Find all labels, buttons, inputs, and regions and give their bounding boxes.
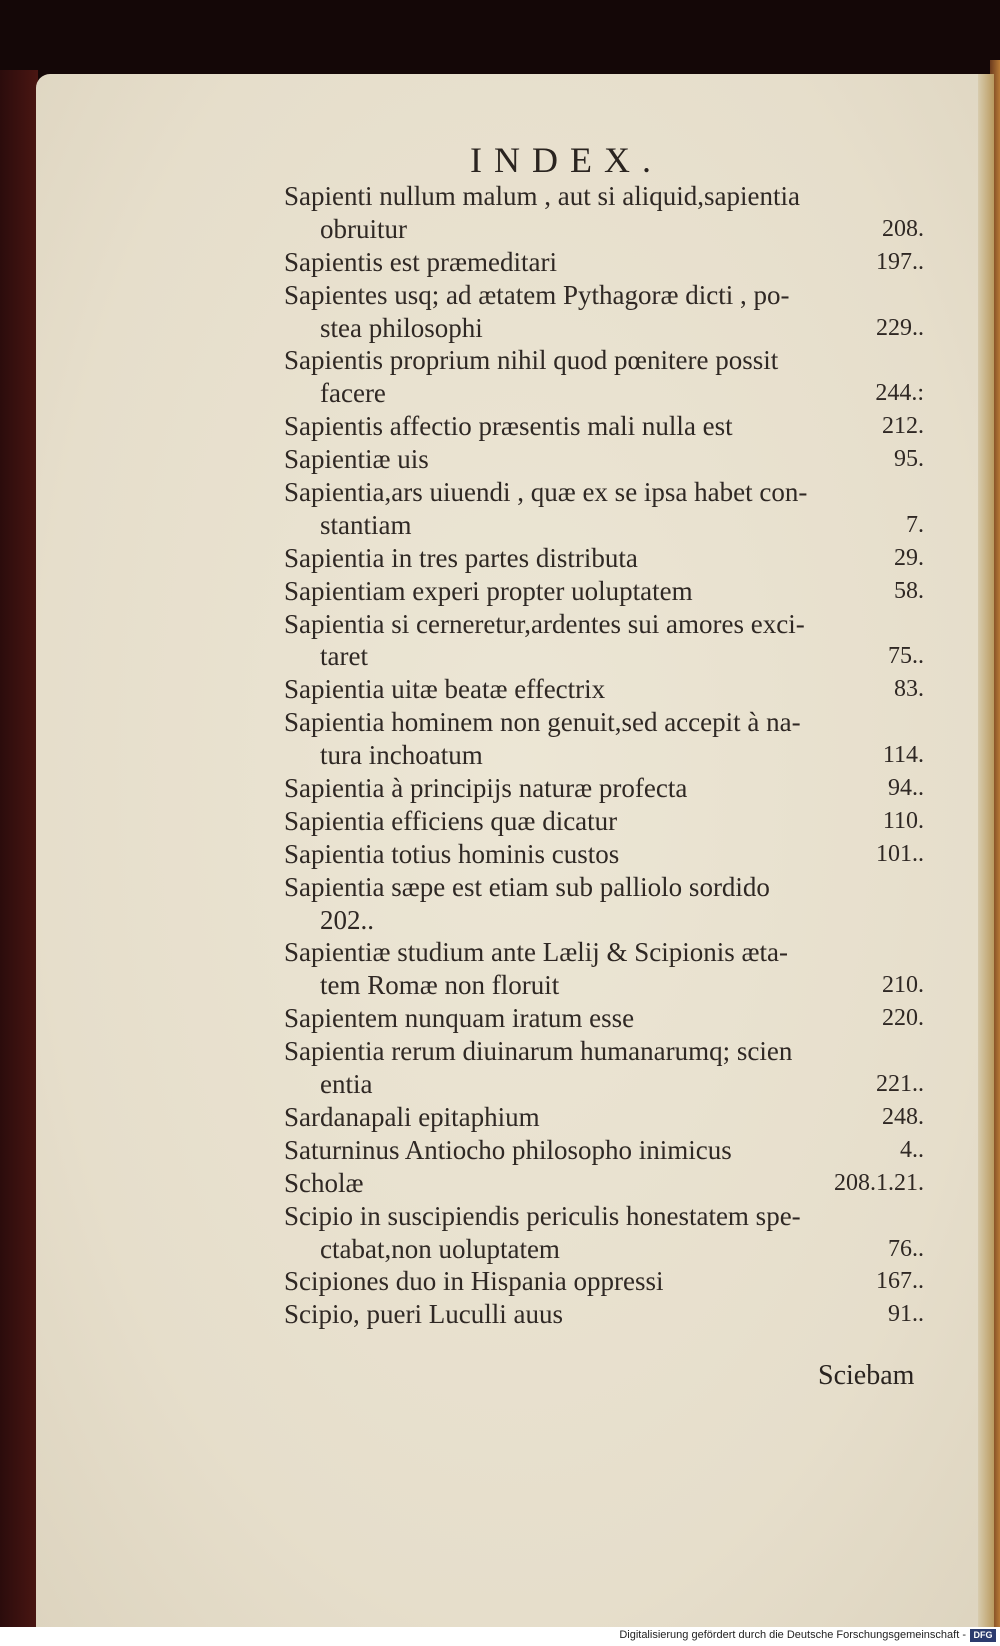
index-entry — [284, 1265, 924, 1298]
entry-text: entia — [320, 1069, 373, 1100]
index-entry — [284, 1134, 924, 1167]
entry-page-number: 83. — [894, 676, 924, 703]
index-entry — [284, 443, 924, 476]
entry-text: taret — [320, 641, 368, 672]
entry-text: facere — [320, 378, 386, 409]
entry-text: Sardanapali epitaphium — [284, 1101, 540, 1132]
index-entry — [284, 1101, 924, 1134]
entry-text: ctabat,non uoluptatem — [320, 1233, 560, 1264]
entry-text: Sapientiæ studium ante Lælij & Scipionis æta- — [284, 937, 788, 968]
entry-page-number: 101.. — [876, 840, 924, 867]
entry-page-number: 110. — [882, 807, 924, 834]
index-entry — [284, 410, 924, 443]
entry-page-number: 94.. — [888, 775, 924, 802]
entry-text: tem Romæ non floruit — [320, 970, 560, 1001]
page-heading: INDEX. — [470, 140, 663, 180]
entry-text: Sapientia hominem non genuit,sed accepit à na- — [284, 707, 801, 738]
entry-page-number: 212. — [882, 413, 924, 440]
entry-page-number: 114. — [882, 742, 924, 769]
entry-page-number: 7. — [906, 511, 924, 538]
entry-text: Sapienti nullum malum , aut si aliquid,sapientia — [284, 181, 800, 211]
index-entry — [284, 1200, 924, 1233]
entry-text: Sapientia,ars uiuendi , quæ ex se ipsa habet con- — [284, 477, 808, 508]
entry-text: Sapientem nunquam iratum esse — [284, 1003, 635, 1034]
index-entry-continuation — [284, 739, 924, 772]
entry-page-number: 167.. — [876, 1268, 924, 1295]
index-entry — [284, 344, 924, 377]
index-entry — [284, 542, 924, 575]
index-entry — [284, 706, 924, 739]
entry-page-number: 29. — [894, 544, 924, 571]
footer-credit: Digitalisierung gefördert durch die Deutsche Forschungsgemeinschaft - — [619, 1629, 966, 1641]
entry-text: stea philosophi — [320, 312, 483, 343]
entry-text: stantiam — [320, 509, 412, 540]
entry-text: Sapientis est præmeditari — [284, 246, 557, 277]
entry-page-number: 208. — [882, 215, 924, 242]
entry-page-number: 197.. — [876, 248, 924, 275]
page-edge — [978, 74, 994, 1627]
entry-text: Sapientia si cerneretur,ardentes sui amores exci- — [284, 608, 805, 639]
index-entry — [284, 608, 924, 641]
entry-page-number: 4.. — [900, 1136, 924, 1163]
entry-text: Scipio, pueri Luculli auus — [284, 1299, 563, 1330]
index-entry-continuation — [284, 904, 924, 937]
index-entry-continuation — [284, 312, 924, 345]
entry-page-number: 210. — [882, 972, 924, 999]
entry-page-number: 248. — [882, 1103, 924, 1130]
entry-page-number: 221.. — [876, 1071, 924, 1098]
entry-page-number: 220. — [882, 1005, 924, 1032]
entry-text: Sapientia uitæ beatæ effectrix — [284, 674, 606, 705]
entry-text: Scipio in suscipiendis periculis honestatem spe- — [284, 1200, 801, 1231]
entry-page-number: 76.. — [888, 1235, 924, 1262]
index-entry — [284, 871, 924, 904]
index-entry-continuation — [284, 1233, 924, 1266]
catchword: Sciebam — [818, 1360, 915, 1391]
index-entry — [284, 279, 924, 312]
index-entry-continuation — [284, 1068, 924, 1101]
entry-text: Sapientes usq; ad ætatem Pythagoræ dicti , po- — [284, 279, 790, 310]
entry-text: Sapientia efficiens quæ dicatur — [284, 805, 618, 836]
index-entry-list — [284, 180, 924, 1331]
dfg-logo: DFG — [970, 1629, 996, 1642]
entry-text: Sapientis affectio præsentis mali nulla est — [284, 411, 733, 442]
entry-page-number: 244.: — [875, 380, 924, 407]
entry-text: 202.. — [320, 904, 374, 935]
index-entry — [284, 838, 924, 871]
entry-text: Sapientiam experi propter uoluptatem — [284, 575, 693, 606]
index-entry-continuation — [284, 640, 924, 673]
index-entry — [284, 673, 924, 706]
index-entry — [284, 476, 924, 509]
entry-text: Saturninus Antiocho philosopho inimicus — [284, 1134, 732, 1165]
entry-text: Sapientia à principijs naturæ profecta — [284, 773, 688, 804]
entry-page-number: 91.. — [888, 1301, 924, 1328]
index-entry-continuation — [284, 969, 924, 1002]
index-entry-continuation — [284, 213, 924, 246]
index-entry — [284, 246, 924, 279]
entry-text: Sapientia in tres partes distributa — [284, 542, 638, 573]
entry-page-number: 208.1.21. — [834, 1169, 924, 1196]
entry-text: Sapientia sæpe est etiam sub palliolo sordido — [284, 871, 770, 902]
binding-left-board — [0, 70, 38, 1627]
entry-text: obruitur — [320, 213, 407, 244]
index-entry-continuation — [284, 509, 924, 542]
index-entry — [284, 936, 924, 969]
footer-bar — [0, 1627, 1000, 1646]
index-entry — [284, 180, 924, 213]
index-entry — [284, 1035, 924, 1068]
entry-page-number: 58. — [894, 577, 924, 604]
entry-text: tura inchoatum — [320, 740, 483, 771]
entry-page-number: 75.. — [888, 643, 924, 670]
index-entry — [284, 1298, 924, 1331]
entry-page-number: 229.. — [876, 314, 924, 341]
index-entry — [284, 772, 924, 805]
entry-text: Scipiones duo in Hispania oppressi — [284, 1266, 664, 1297]
index-entry — [284, 1167, 924, 1200]
index-entry — [284, 805, 924, 838]
index-entry — [284, 1002, 924, 1035]
index-entry-continuation — [284, 377, 924, 410]
entry-text: Sapientia rerum diuinarum humanarumq; scien — [284, 1036, 793, 1067]
index-entry — [284, 575, 924, 608]
entry-text: Scholæ — [284, 1167, 364, 1198]
entry-text: Sapientia totius hominis custos — [284, 838, 620, 869]
entry-text: Sapientis proprium nihil quod pœnitere possit — [284, 345, 779, 376]
entry-page-number: 95. — [894, 446, 924, 473]
entry-text: Sapientiæ uis — [284, 444, 429, 475]
